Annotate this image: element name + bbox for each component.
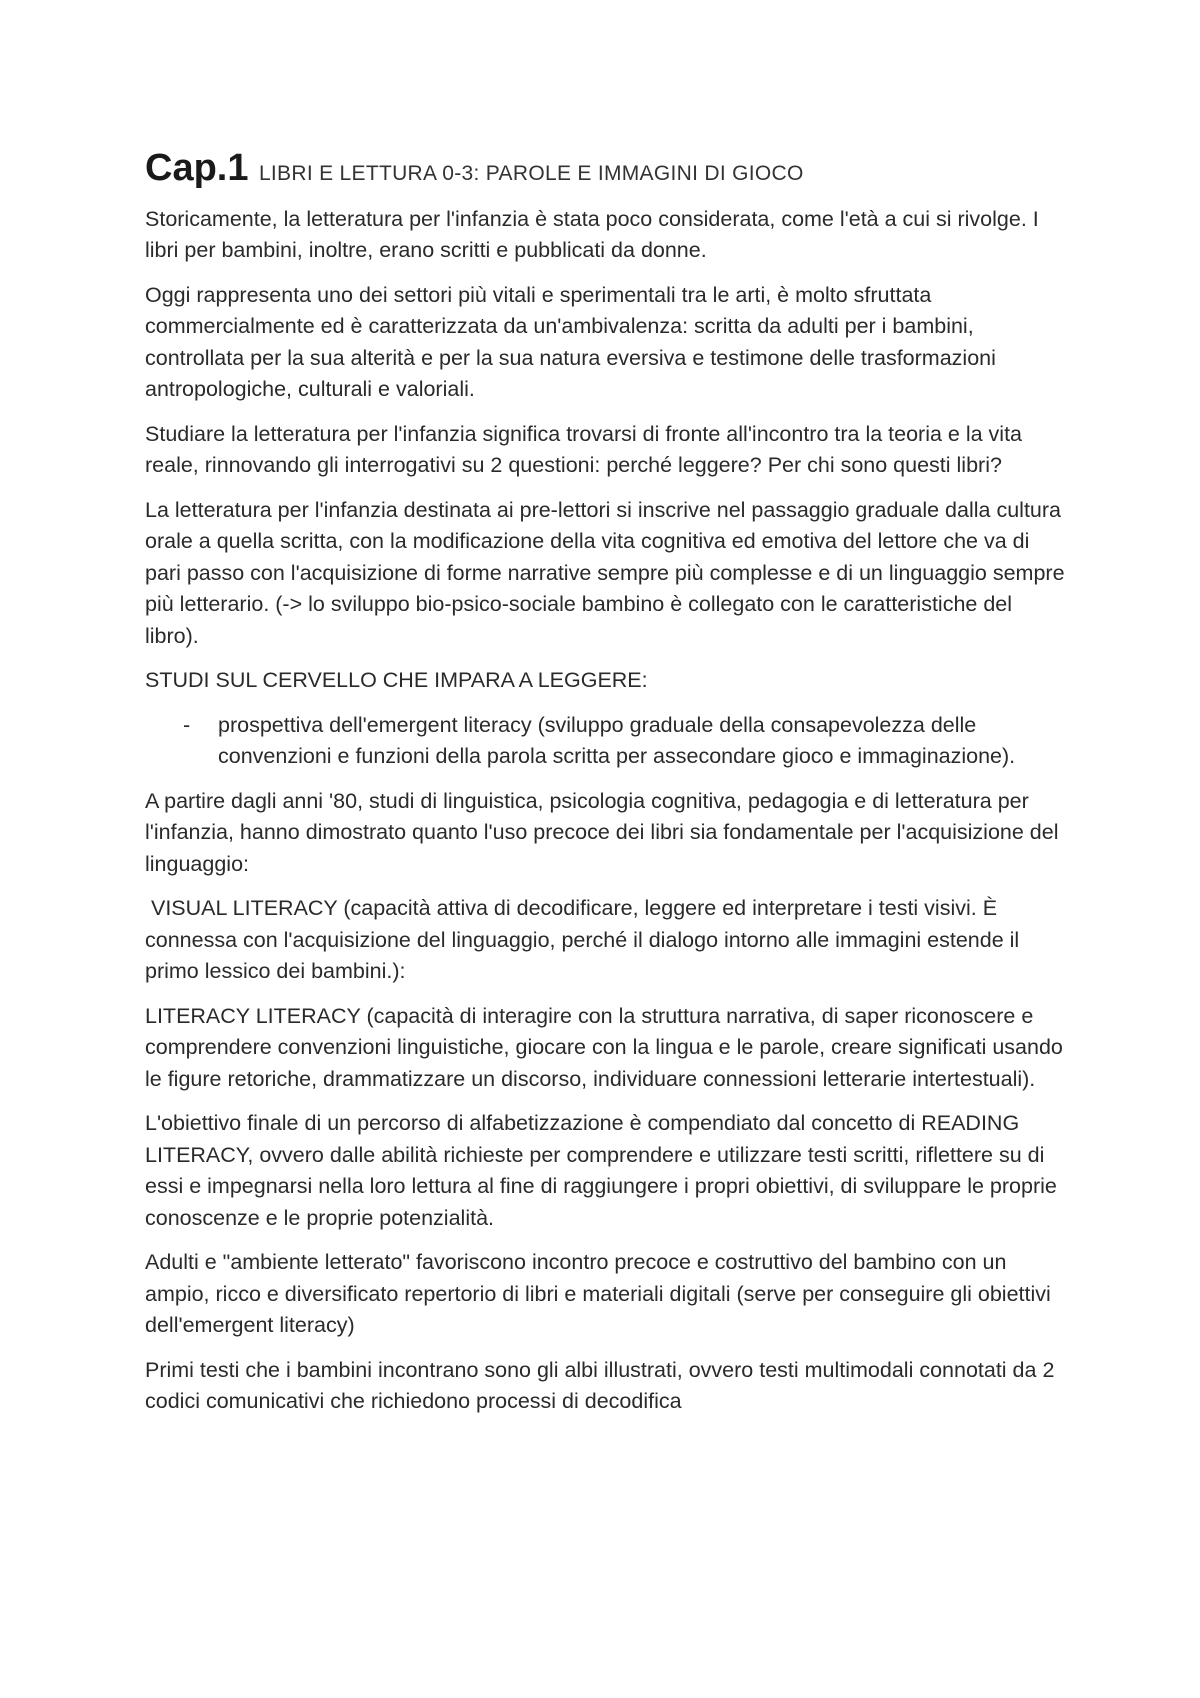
paragraph: Adulti e "ambiente letterato" favoriscono incontro precoce e costruttivo del bambino con un ampio, ricco e diversificato repertorio di libri e materiali digitali (serve per conseguire gli obiettivi dell'emergent literacy)	[145, 1250, 1051, 1338]
bullet-marker: -	[183, 712, 191, 737]
bullet-list	[145, 710, 1065, 773]
chapter-number: Cap.1	[145, 147, 249, 189]
paragraph: VISUAL LITERACY (capacità attiva di decodificare, leggere ed interpretare i testi visivi. È connessa con l'acquisizione del linguaggio, perché il dialogo intorno alle immagini estende il primo lessico dei bambini.):	[145, 896, 1026, 984]
paragraph: Storicamente, la letteratura per l'infanzia è stata poco considerata, come l'età a cui si rivolge. I libri per bambini, inoltre, erano scritti e pubblicati da donne.	[145, 206, 1039, 263]
paragraph: LITERACY LITERACY (capacità di interagire con la struttura narrativa, di saper riconoscere e comprendere convenzioni linguistiche, giocare con la lingua e le parole, creare significati usando le figure retoriche, drammatizzare un discorso, individuare connessioni letterarie intertestuali).	[145, 1003, 1063, 1091]
document-page	[145, 148, 1065, 1431]
paragraph: La letteratura per l'infanzia destinata ai pre-lettori si inscrive nel passaggio graduale dalla cultura orale a quella scritta, con la modificazione della vita cognitiva ed emotiva del lettore che va di pari passo con l'acquisizione di forme narrative sempre più complesse e di un linguaggio sempre più letterario. (-> lo sviluppo bio-psico-sociale bambino è collegato con le caratteristiche del libro).	[145, 497, 1065, 648]
paragraph: Studiare la letteratura per l'infanzia significa trovarsi di fronte all'incontro tra la teoria e la vita reale, rinnovando gli interrogativi su 2 questioni: perché leggere? Per chi sono questi libri?	[145, 421, 1023, 478]
paragraph: L'obiettivo finale di un percorso di alfabetizzazione è compendiato dal concetto di READING LITERACY, ovvero dalle abilità richieste per comprendere e utilizzare testi scritti, riflettere su di essi e impegnarsi nella loro lettura al fine di raggiungere i propri obiettivi, di sviluppare le proprie conoscenze e le proprie potenzialità.	[145, 1111, 1057, 1230]
chapter-title: LIBRI E LETTURA 0-3: PAROLE E IMMAGINI DI GIOCO	[258, 162, 804, 185]
paragraph: Primi testi che i bambini incontrano sono gli albi illustrati, ovvero testi multimodali connotati da 2 codici comunicativi che richiedono processi di decodifica	[145, 1357, 1055, 1414]
paragraph: A partire dagli anni '80, studi di linguistica, psicologia cognitiva, pedagogia e di letteratura per l'infanzia, hanno dimostrato quanto l'uso precoce dei libri sia fondamentale per l'acquisizione del linguaggio:	[145, 788, 1059, 876]
section-label: STUDI SUL CERVELLO CHE IMPARA A LEGGERE:	[145, 668, 648, 693]
list-item-text: prospettiva dell'emergent literacy (sviluppo graduale della consapevolezza delle convenzioni e funzioni della parola scritta per assecondare gioco e immaginazione).	[218, 712, 1016, 769]
list-item	[145, 710, 1065, 773]
paragraph: Oggi rappresenta uno dei settori più vitali e sperimentali tra le arti, è molto sfruttata commercialmente ed è caratterizzata da un'ambivalenza: scritta da adulti per i bambini, controllata per la sua alterità e per la sua natura eversiva e testimone delle trasformazioni antropologiche, culturali e valoriali.	[145, 282, 996, 402]
chapter-heading	[145, 148, 1065, 190]
